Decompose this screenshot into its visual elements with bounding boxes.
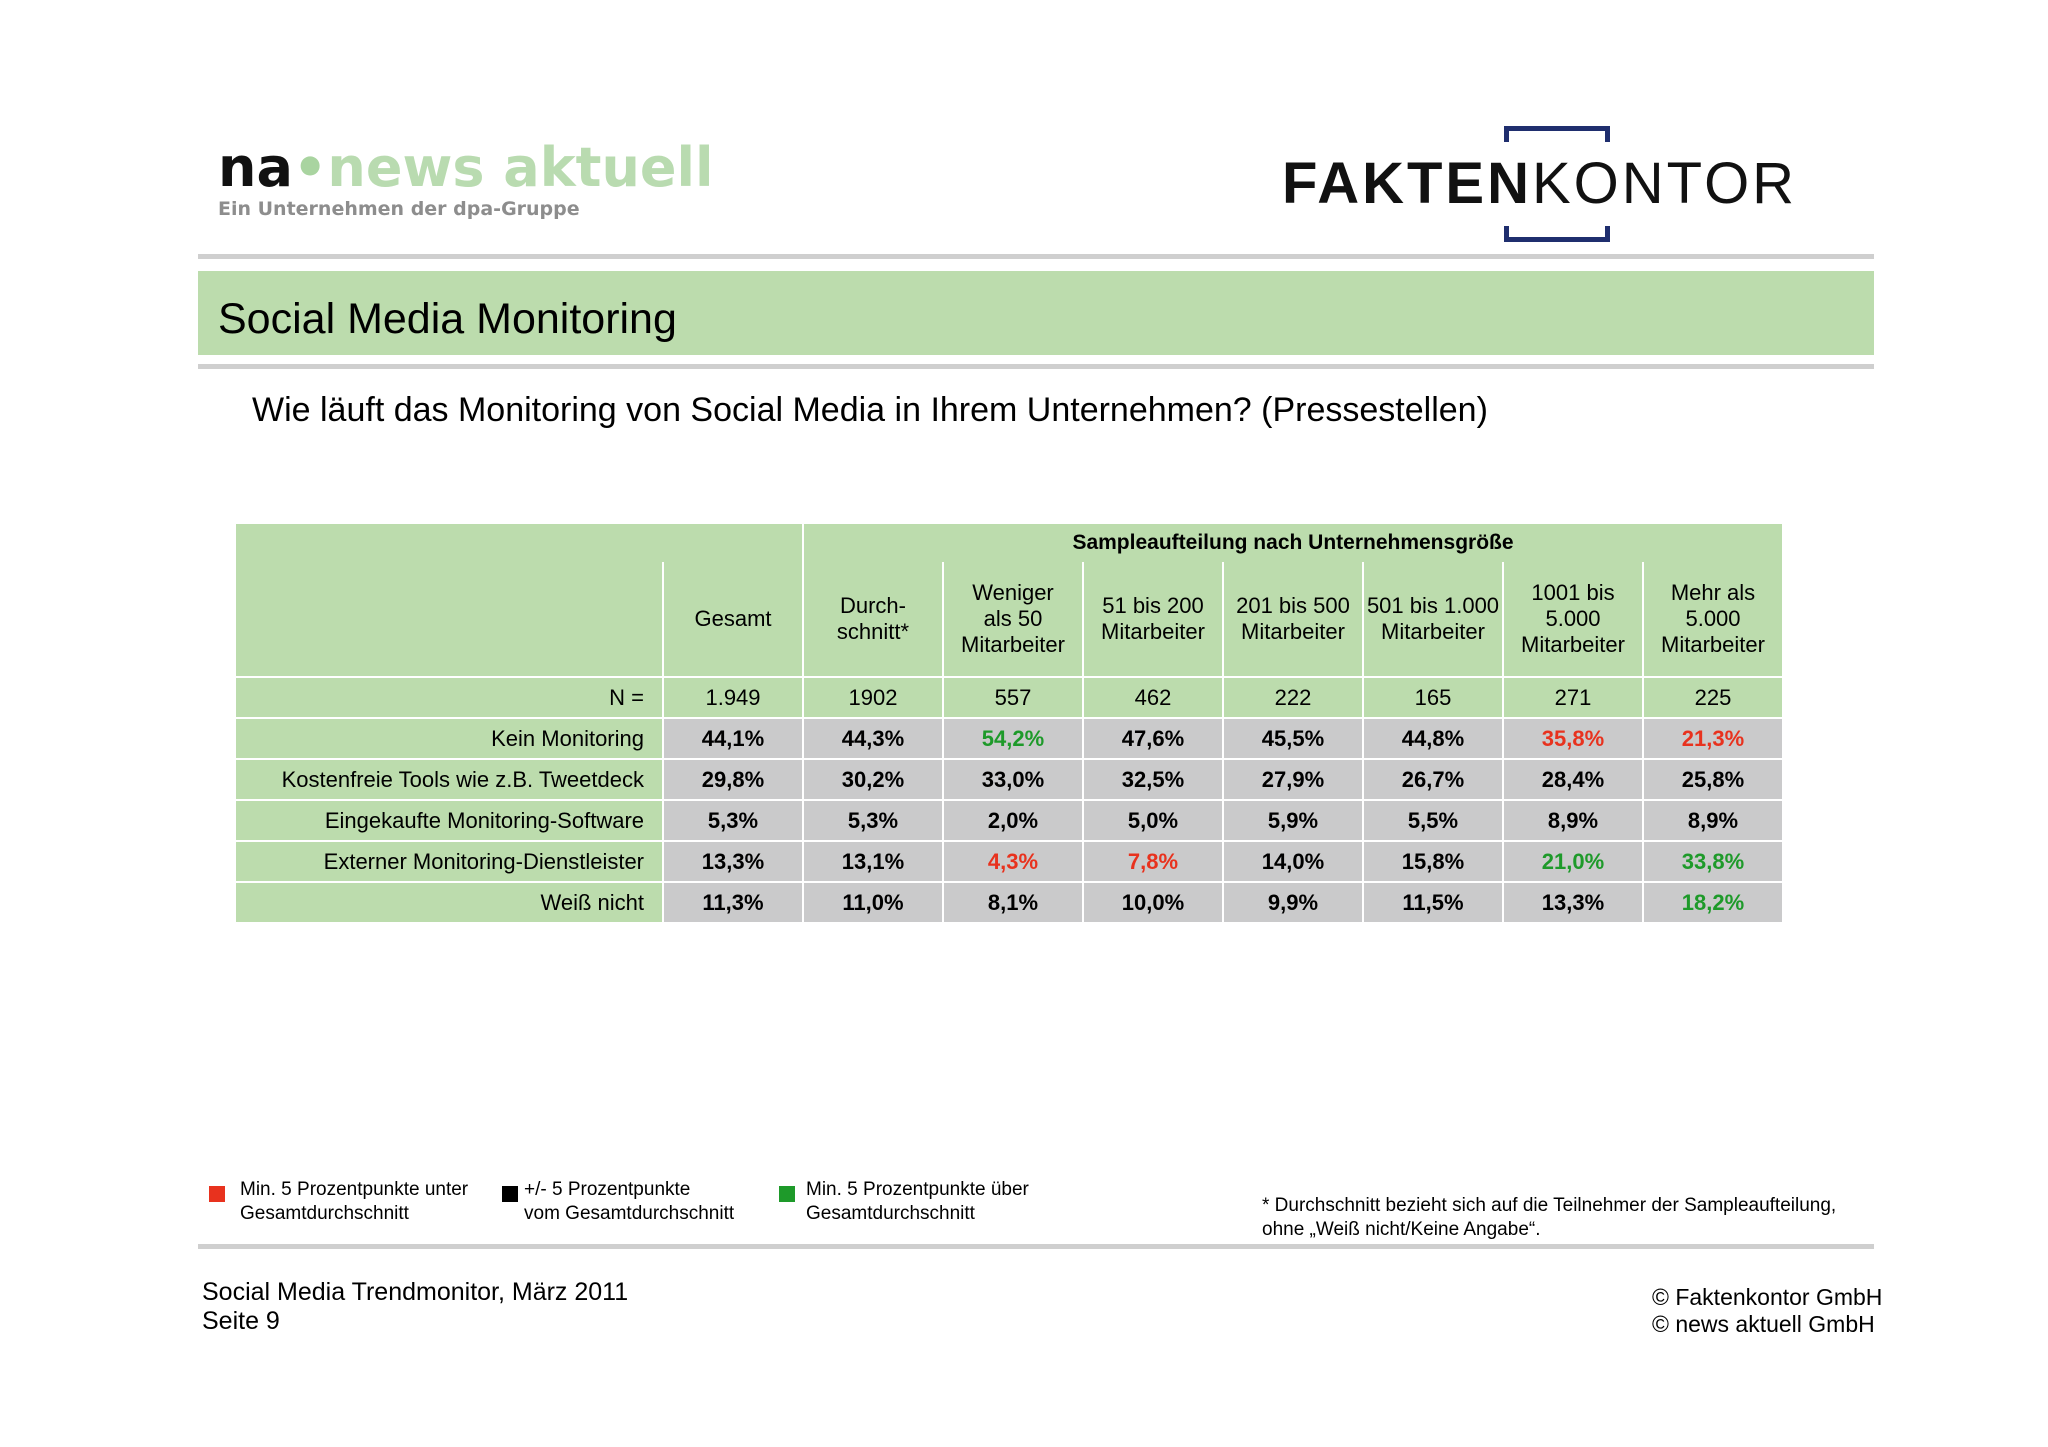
value-cell: 33,0% (943, 759, 1083, 800)
row-label: Kostenfreie Tools wie z.B. Tweetdeck (235, 759, 663, 800)
footer-report-title: Social Media Trendmonitor, März 2011 (202, 1278, 629, 1306)
column-header (1642, 562, 1782, 676)
footnote-line: * Durchschnitt bezieht sich auf die Teilnehmer der Sampleaufteilung, (1262, 1195, 1837, 1216)
column-header-line: Gesamt (694, 606, 772, 631)
logo-tagline: Ein Unternehmen der dpa-Gruppe (218, 198, 580, 220)
column-header (662, 562, 802, 676)
column-header-line: 51 bis 200 (1102, 593, 1204, 618)
header-divider (198, 254, 1874, 259)
copyright-line: © Faktenkontor GmbH (1652, 1284, 1883, 1310)
value-cell: 5,3% (663, 800, 803, 841)
legend-item-above (806, 1178, 1029, 1226)
value-cell: 4,3% (943, 841, 1083, 882)
column-header-line: 1001 bis (1531, 580, 1615, 605)
value-cell: 8,9% (1643, 800, 1783, 841)
logo-na-text: na (218, 136, 293, 199)
value-cell: 54,2% (943, 718, 1083, 759)
value-cell: 29,8% (663, 759, 803, 800)
value-cell: 25,8% (1643, 759, 1783, 800)
footer-source (202, 1278, 628, 1336)
value-cell: 26,7% (1363, 759, 1503, 800)
faktenkontor-logo (1282, 126, 1842, 242)
value-cell: 11,5% (1363, 882, 1503, 923)
column-header (1082, 562, 1222, 676)
n-cell: 165 (1363, 677, 1503, 718)
value-cell: 8,1% (943, 882, 1083, 923)
n-cell: 271 (1503, 677, 1643, 718)
value-cell: 5,5% (1363, 800, 1503, 841)
n-cell: 557 (943, 677, 1083, 718)
column-header-line: 5.000 (1545, 606, 1601, 631)
column-header-line: Mitarbeiter (1381, 619, 1485, 644)
table-row (235, 800, 1783, 841)
value-cell: 10,0% (1083, 882, 1223, 923)
value-cell: 5,0% (1083, 800, 1223, 841)
value-cell: 11,3% (663, 882, 803, 923)
value-cell: 9,9% (1223, 882, 1363, 923)
n-row (235, 677, 1783, 718)
legend-text: vom Gesamtdurchschnitt (524, 1203, 735, 1224)
group-header: Sampleaufteilung nach Unternehmensgröße (803, 523, 1783, 563)
logo-kontor-text: KONTOR (1532, 151, 1798, 216)
column-header (942, 562, 1082, 676)
value-cell: 47,6% (1083, 718, 1223, 759)
footer-copyright (1652, 1284, 1882, 1338)
legend-swatch-red (209, 1186, 225, 1202)
value-cell: 2,0% (943, 800, 1083, 841)
logo-bracket-bottom (1504, 226, 1610, 242)
group-header-row (235, 523, 1783, 563)
column-header (1362, 562, 1502, 676)
value-cell: 18,2% (1643, 882, 1783, 923)
value-cell: 5,3% (803, 800, 943, 841)
column-header-line: Mitarbeiter (1101, 619, 1205, 644)
value-cell: 11,0% (803, 882, 943, 923)
column-header-line: 201 bis 500 (1236, 593, 1350, 618)
value-cell: 5,9% (1223, 800, 1363, 841)
value-cell: 35,8% (1503, 718, 1643, 759)
value-cell: 13,3% (663, 841, 803, 882)
legend-text: +/- 5 Prozentpunkte (524, 1179, 691, 1200)
table-row (235, 718, 1783, 759)
column-header-line: 501 bis 1.000 (1366, 593, 1500, 618)
table-row (235, 882, 1783, 923)
value-cell: 44,1% (663, 718, 803, 759)
footnote (1262, 1194, 1836, 1242)
value-cell: 15,8% (1363, 841, 1503, 882)
n-cell: 1902 (803, 677, 943, 718)
n-cell: 225 (1643, 677, 1783, 718)
value-cell: 7,8% (1083, 841, 1223, 882)
table-row (235, 759, 1783, 800)
column-header-line: 5.000 (1685, 606, 1741, 631)
column-header-line: Mitarbeiter (1521, 632, 1625, 657)
results-rows (234, 717, 1784, 924)
value-cell: 30,2% (803, 759, 943, 800)
column-header-line: Weniger (972, 580, 1054, 605)
value-cell: 13,1% (803, 841, 943, 882)
n-label: N = (235, 677, 663, 718)
legend-swatch-black (502, 1186, 518, 1202)
value-cell: 21,0% (1503, 841, 1643, 882)
legend-text: Min. 5 Prozentpunkte über (806, 1179, 1029, 1200)
legend-text: Gesamtdurchschnitt (240, 1203, 409, 1224)
news-aktuell-logo (218, 138, 714, 220)
column-header-line: schnitt* (836, 619, 910, 644)
n-cell: 462 (1083, 677, 1223, 718)
legend-swatch-green (779, 1186, 795, 1202)
column-header-line: als 50 (983, 606, 1043, 631)
value-cell: 44,3% (803, 718, 943, 759)
value-cell: 13,3% (1503, 882, 1643, 923)
legend-item-average (524, 1178, 734, 1226)
legend-item-below (240, 1178, 468, 1226)
value-cell: 27,9% (1223, 759, 1363, 800)
survey-question: Wie läuft das Monitoring von Social Media in Ihrem Unternehmen? (Pressestellen) (252, 391, 1488, 429)
value-cell: 44,8% (1363, 718, 1503, 759)
value-cell: 8,9% (1503, 800, 1643, 841)
n-cell: 1.949 (663, 677, 803, 718)
row-label: Externer Monitoring-Dienstleister (235, 841, 663, 882)
table-row (235, 841, 1783, 882)
column-header (1222, 562, 1362, 676)
column-header-line: Mitarbeiter (1241, 619, 1345, 644)
logo-fakten-text: FAKTEN (1282, 151, 1532, 216)
logo-news-aktuell-text: news aktuell (327, 136, 714, 199)
legend-text: Gesamtdurchschnitt (806, 1203, 975, 1224)
column-header-line: Mitarbeiter (961, 632, 1065, 657)
value-cell: 21,3% (1643, 718, 1783, 759)
value-cell: 14,0% (1223, 841, 1363, 882)
column-header (1502, 562, 1642, 676)
column-header-line: Durch- (839, 593, 906, 618)
value-cell: 33,8% (1643, 841, 1783, 882)
value-cell: 45,5% (1223, 718, 1363, 759)
logo-dot: • (292, 136, 328, 199)
footer-page-number: Seite 9 (202, 1307, 280, 1335)
footer-divider (198, 1244, 1874, 1249)
value-cell: 28,4% (1503, 759, 1643, 800)
row-label: Kein Monitoring (235, 718, 663, 759)
n-cell: 222 (1223, 677, 1363, 718)
column-header-line: Mehr als (1670, 580, 1756, 605)
title-divider (198, 364, 1874, 369)
footnote-line: ohne „Weiß nicht/Keine Angabe“. (1262, 1219, 1541, 1240)
row-label: Eingekaufte Monitoring-Software (235, 800, 663, 841)
column-header (802, 562, 942, 676)
row-label: Weiß nicht (235, 882, 663, 923)
copyright-line: © news aktuell GmbH (1652, 1311, 1875, 1337)
value-cell: 32,5% (1083, 759, 1223, 800)
column-header-line: Mitarbeiter (1661, 632, 1765, 657)
page-title: Social Media Monitoring (218, 295, 677, 343)
legend-text: Min. 5 Prozentpunkte unter (240, 1179, 469, 1200)
logo-bracket-top (1504, 126, 1610, 142)
